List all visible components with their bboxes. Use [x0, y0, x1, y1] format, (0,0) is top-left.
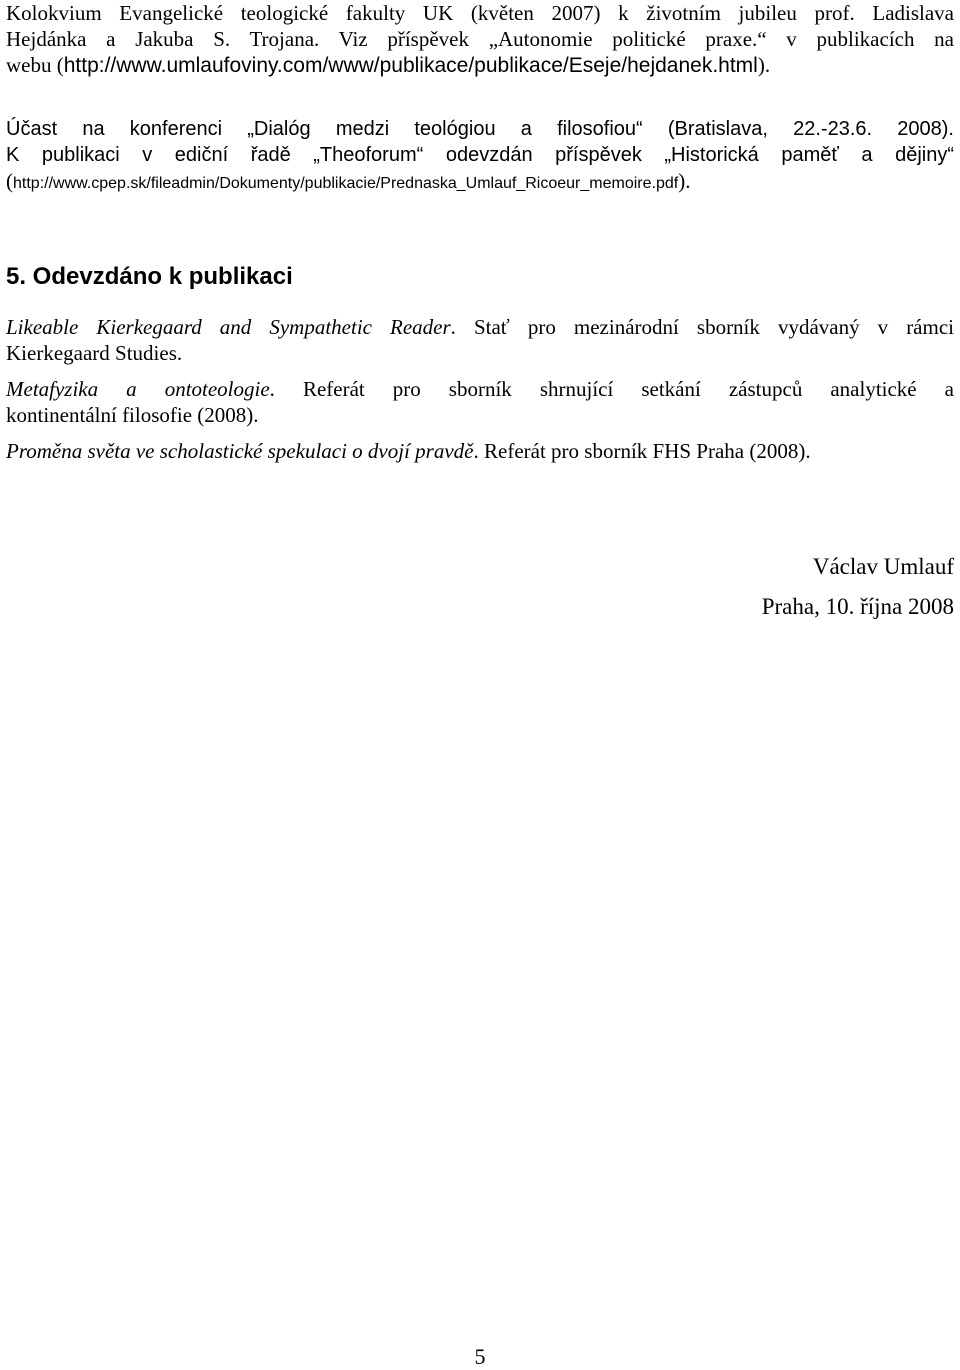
entry-description: . Referát pro sborník FHS Praha (2008). [473, 439, 811, 463]
text-line: Kierkegaard Studies. [6, 341, 183, 365]
section-heading: 5. Odevzdáno k publikaci [6, 263, 293, 290]
url-umlaufoviny: http://www.umlaufoviny.com/www/publikace/publikace/Eseje/hejdanek.html [63, 54, 758, 77]
entry-title: Proměna světa ve scholastické spekulaci o dvojí pravdě [6, 439, 474, 463]
paragraph-konference [6, 116, 954, 197]
entry-metafyzika [6, 376, 954, 428]
entry-kierkegaard [6, 314, 954, 366]
text-line [6, 314, 954, 340]
text-fragment: ). [678, 169, 691, 193]
text-line: Kolokvium Evangelické teologické fakulty UK (květen 2007) k životním jubileu prof. Ladislava [6, 1, 954, 25]
url-cpep: http://www.cpep.sk/fileadmin/Dokumenty/publikacie/Prednaska_Umlauf_Ricoeur_memoire.pdf [13, 175, 679, 192]
paragraph-kolokvium [6, 0, 954, 79]
text-line [6, 168, 954, 197]
page-number: 5 [474, 1344, 486, 1369]
entry-description: . Stať pro mezinárodní sborník vydávaný v rámci [450, 315, 954, 339]
text-line: Účast na konferenci „Dialóg medzi teológiou a filosofiou“ (Bratislava, 22.-23.6. 2008). [6, 118, 954, 140]
text-fragment: ). [757, 53, 771, 77]
text-line: kontinentální filosofie (2008). [6, 403, 259, 427]
text-line [6, 52, 954, 79]
entry-description: . Referát pro sborník shrnující setkání zástupců analytické a [269, 377, 954, 401]
author-name: Václav Umlauf [812, 554, 954, 579]
text-line [6, 438, 954, 464]
entry-promena-sveta [6, 438, 954, 464]
place-date: Praha, 10. října 2008 [761, 594, 954, 619]
entry-title: Metafyzika a ontoteologie [6, 377, 270, 401]
signature-block [762, 547, 954, 627]
text-line [6, 376, 954, 402]
text-line: Hejdánka a Jakuba S. Trojana. Viz příspěvek „Autonomie politické praxe.“ v publikacích na [6, 27, 954, 51]
entry-title: Likeable Kierkegaard and Sympathetic Reader [6, 315, 451, 339]
text-fragment: ( [6, 169, 13, 193]
text-fragment: webu ( [6, 53, 64, 77]
text-line: K publikaci v ediční řadě „Theoforum“ odevzdán příspěvek „Historická paměť a dějiny“ [6, 144, 954, 166]
